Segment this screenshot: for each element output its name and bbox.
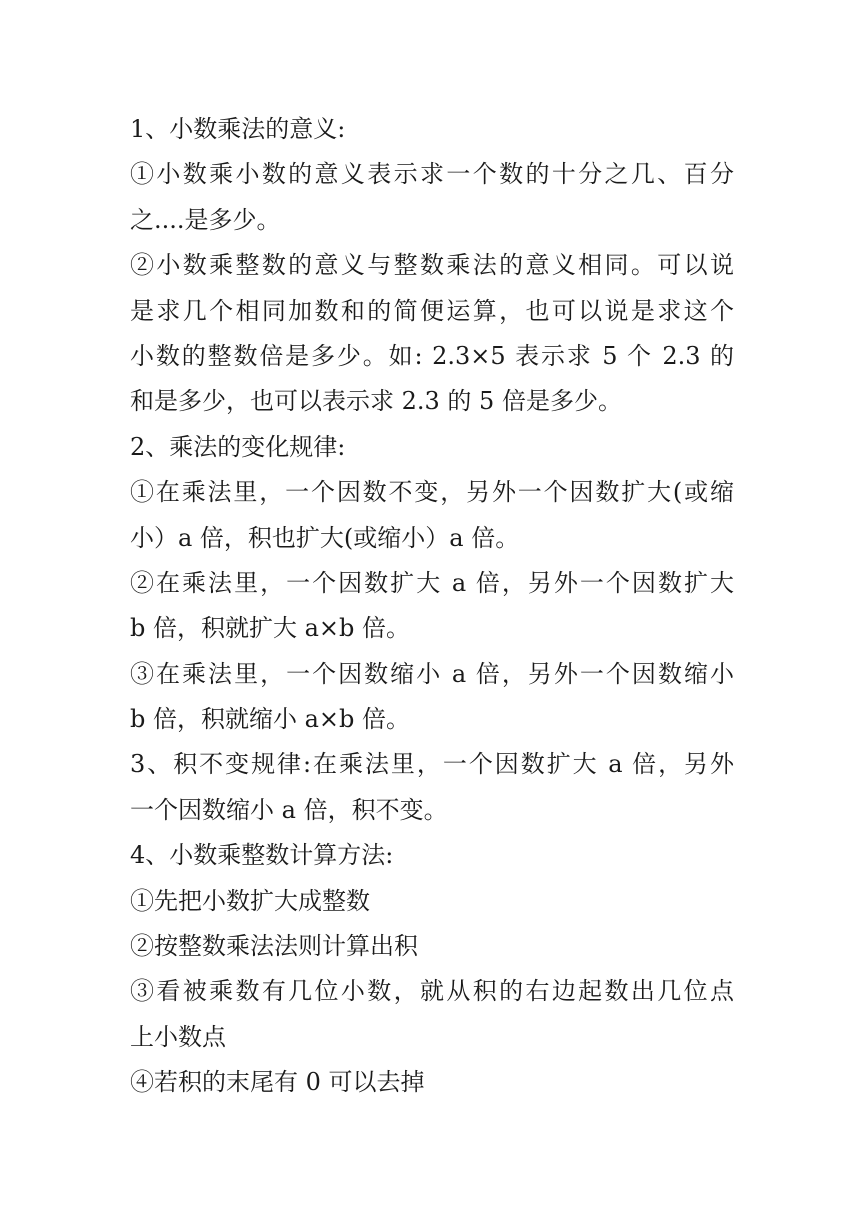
paragraph-line: 小数的整数倍是多少。如: 2.3×5 表示求 5 个 2.3 的 [130,341,734,370]
section-1-heading: 1、小数乘法的意义: [130,115,346,143]
paragraph-line: 之....是多少。 [130,205,281,234]
paragraph-line: 小）a 倍，积也扩大(或缩小）a 倍。 [130,523,520,552]
list-item: ①先把小数扩大成整数 [130,886,370,915]
paragraph-line: 一个因数缩小 a 倍，积不变。 [130,795,448,824]
paragraph-line: ①在乘法里，一个因数不变，另外一个因数扩大(或缩 [130,478,734,507]
paragraph-line: ③在乘法里，一个因数缩小 a 倍，另外一个因数缩小 [130,659,734,688]
section-2-heading: 2、乘法的变化规律: [130,432,346,461]
list-item: ③看被乘数有几位小数，就从积的右边起数出几位点 [130,977,734,1006]
list-item: ②按整数乘法法则计算出积 [130,932,418,961]
list-item: 上小数点 [130,1022,226,1051]
paragraph-line: ①小数乘小数的意义表示求一个数的十分之几、百分 [130,160,734,189]
paragraph-line: 和是多少，也可以表示求 2.3 的 5 倍是多少。 [130,387,622,416]
section-4-heading: 4、小数乘整数计算方法: [130,841,394,870]
paragraph-line: b 倍，积就缩小 a×b 倍。 [130,705,411,734]
section-3-heading: 3、积不变规律:在乘法里，一个因数扩大 a 倍，另外 [130,750,734,779]
paragraph-line: 是求几个相同加数和的简便运算，也可以说是求这个 [130,296,734,325]
document-body [130,107,734,1106]
paragraph-line: ②在乘法里，一个因数扩大 a 倍，另外一个因数扩大 [130,568,734,597]
list-item: ④若积的末尾有 0 可以去掉 [130,1068,425,1097]
paragraph-line: ②小数乘整数的意义与整数乘法的意义相同。可以说 [130,251,734,280]
paragraph-line: b 倍，积就扩大 a×b 倍。 [130,614,411,643]
